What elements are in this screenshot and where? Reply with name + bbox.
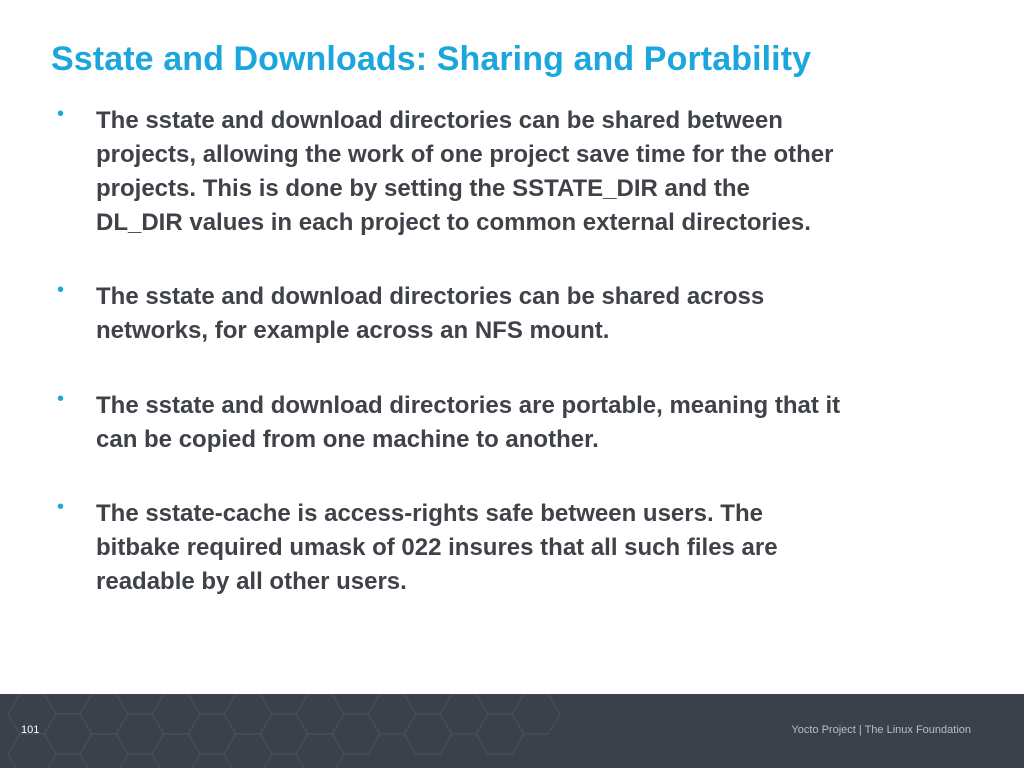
bullet-text	[96, 497, 986, 599]
hexagon-pattern-icon	[0, 694, 620, 768]
bullet-line: bitbake required umask of 022 insures that all such files are	[96, 534, 778, 561]
bullet-marker: •	[57, 279, 65, 301]
footer-bar	[0, 694, 1024, 768]
bullet-line: DL_DIR values in each project to common external directories.	[96, 209, 811, 236]
bullet-line: The sstate and download directories can be shared across	[96, 283, 765, 310]
slide-title: Sstate and Downloads: Sharing and Portability	[51, 40, 812, 78]
bullet-marker: •	[57, 496, 65, 518]
bullet-line: The sstate and download directories can be shared between	[96, 107, 783, 134]
footer-text: Yocto Project | The Linux Foundation	[791, 724, 971, 736]
bullet-line: projects, allowing the work of one project save time for the other	[96, 141, 834, 168]
bullet-text	[96, 389, 986, 457]
bullet-text	[96, 280, 986, 348]
bullet-marker: •	[57, 388, 65, 410]
bullet-line: can be copied from one machine to another.	[96, 426, 599, 453]
bullet-line: projects. This is done by setting the SSTATE_DIR and the	[96, 175, 750, 202]
bullet-marker: •	[57, 103, 65, 125]
bullet-line: networks, for example across an NFS mount.	[96, 317, 610, 344]
bullet-line: readable by all other users.	[96, 568, 407, 595]
bullet-line: The sstate and download directories are portable, meaning that it	[96, 392, 841, 419]
page-number: 101	[21, 724, 40, 736]
bullet-line: The sstate-cache is access-rights safe between users. The	[96, 500, 763, 527]
bullet-text	[96, 104, 986, 240]
